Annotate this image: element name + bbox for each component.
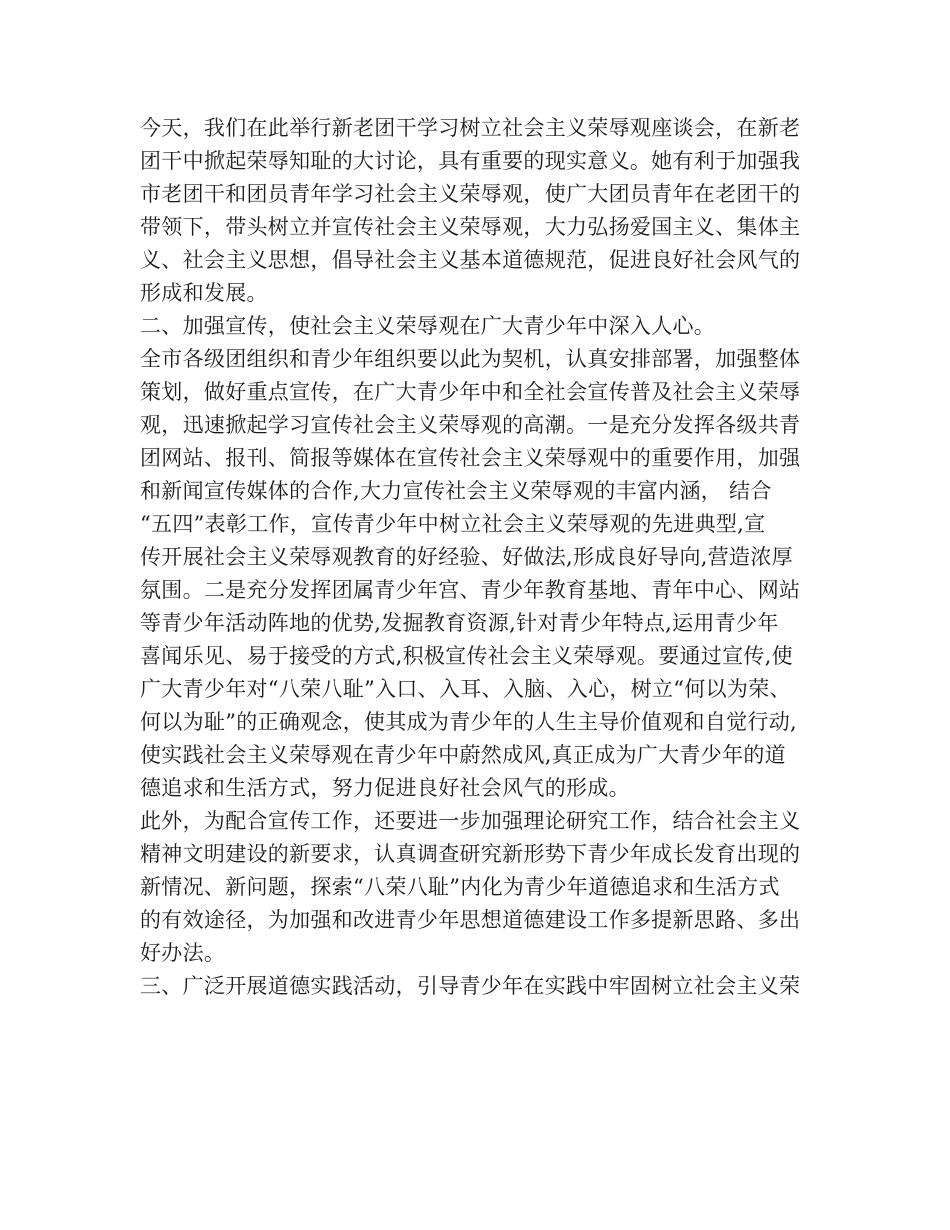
text-line: 的有效途径，为加强和改进青少年思想道德建设工作多提新思路、多出 xyxy=(140,908,801,932)
text-line: 今天，我们在此举行新老团干学习树立社会主义荣辱观座谈会，在新老 xyxy=(140,116,801,140)
text-line: 传开展社会主义荣辱观教育的好经验、好做法,形成良好导向,营造浓厚 xyxy=(140,545,793,569)
text-line: 等青少年活动阵地的优势,发掘教育资源,针对青少年特点,运用青少年 xyxy=(140,611,779,635)
text-line: 团网站、报刊、简报等媒体在宣传社会主义荣辱观中的重要作用，加强 xyxy=(140,446,801,470)
section-heading: 二、加强宣传，使社会主义荣辱观在广大青少年中深入人心。 xyxy=(140,314,716,338)
text-line: 义、社会主义思想，倡导社会主义基本道德规范，促进良好社会风气的 xyxy=(140,248,801,272)
text-line: 带领下，带头树立并宣传社会主义荣辱观，大力弘扬爱国主义、集体主 xyxy=(140,215,801,239)
text-line: 德追求和生活方式，努力促进良好社会风气的形成。 xyxy=(140,776,630,800)
text-line: 广大青少年对“八荣八耻”入口、入耳、入脑、入心，树立“何以为荣、 xyxy=(140,677,791,701)
text-line: 新情况、新问题，探索“八荣八耻”内化为青少年道德追求和生活方式 xyxy=(140,875,780,899)
document-body xyxy=(140,112,820,1003)
text-line: 何以为耻”的正确观念，使其成为青少年的人生主导价值观和自觉行动, xyxy=(140,710,798,734)
text-line: 团干中掀起荣辱知耻的大讨论，具有重要的现实意义。她有利于加强我 xyxy=(140,149,801,173)
text-line: 此外，为配合宣传工作，还要进一步加强理论研究工作，结合社会主义 xyxy=(140,809,801,833)
text-line: 使实践社会主义荣辱观在青少年中蔚然成风,真正成为广大青少年的道 xyxy=(140,743,786,767)
text-line: 好办法。 xyxy=(140,941,226,965)
text-line: “五四”表彰工作，宣传青少年中树立社会主义荣辱观的先进典型,宣 xyxy=(140,512,766,536)
text-line: 和新闻宣传媒体的合作,大力宣传社会主义荣辱观的丰富内涵， 结合 xyxy=(140,479,772,503)
text-line: 氛围。二是充分发挥团属青少年宫、青少年教育基地、青年中心、网站 xyxy=(140,578,801,602)
text-line: 全市各级团组织和青少年组织要以此为契机，认真安排部署，加强整体 xyxy=(140,347,801,371)
text-line: 观，迅速掀起学习宣传社会主义荣辱观的高潮。一是充分发挥各级共青 xyxy=(140,413,801,437)
text-line: 喜闻乐见、易于接受的方式,积极宣传社会主义荣辱观。要通过宣传,使 xyxy=(140,644,793,668)
text-line: 形成和发展。 xyxy=(140,281,268,305)
text-line: 策划，做好重点宣传，在广大青少年中和全社会宣传普及社会主义荣辱 xyxy=(140,380,801,404)
section-heading: 三、广泛开展道德实践活动，引导青少年在实践中牢固树立社会主义荣 xyxy=(140,974,801,998)
text-line: 精神文明建设的新要求，认真调查研究新形势下青少年成长发育出现的 xyxy=(140,842,801,866)
text-line: 市老团干和团员青年学习社会主义荣辱观，使广大团员青年在老团干的 xyxy=(140,182,801,206)
